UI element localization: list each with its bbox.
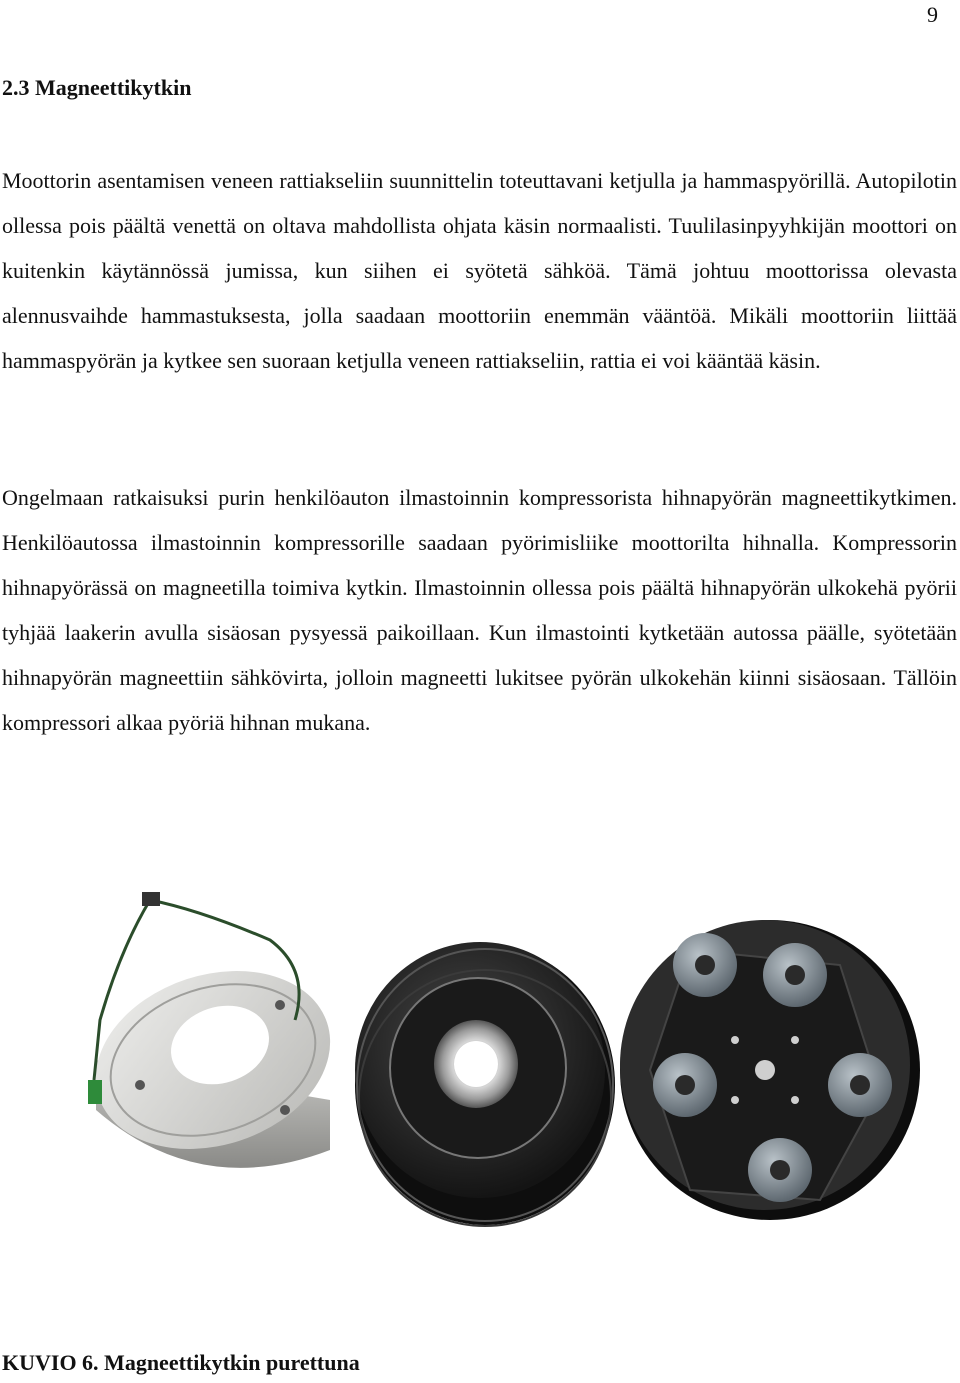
- figure-caption: KUVIO 6. Magneettikytkin purettuna: [2, 1350, 360, 1375]
- paragraph-motor-mounting: Moottorin asentamisen veneen rattiakseliin suunnittelin toteuttavani ketjulla ja hammaspyörillä. Autopilotin ollessa pois päältä venettä on oltava mahdollista ohjata käsin normaalisti. Tuulilasinpyyhkijän moottori on kuitenkin käytännössä jumissa, kun siihen ei syötetä sähköä. Tämä johtuu moottorissa olevasta alennusvaihde hammastuksesta, jolla saadaan moottoriin enemmän vääntöä. Mikäli moottoriin liittää hammaspyörän ja kytkee sen suoraan ketjulla veneen rattiakseliin, rattia ei voi kääntää käsin.: [2, 168, 957, 373]
- clutch-photo: [80, 870, 920, 1240]
- section-heading: 2.3 Magneettikytkin: [2, 75, 192, 100]
- paragraph-clutch-solution: Ongelmaan ratkaisuksi purin henkilöauton ilmastoinnin kompressorista hihnapyörän magneettikytkimen. Henkilöautossa ilmastoinnin kompressorille saadaan pyörimisliike moottorilta hihnalla. Kompressorin hihnapyörässä on magneetilla toimiva kytkin. Ilmastoinnin ollessa pois päältä hihnapyörän ulkokehä pyörii tyhjää laakerin avulla sisäosan pysyessä paikoillaan. Kun ilmastointi kytketään autossa päälle, syötetään hihnapyörän magneettiin sähkövirta, jolloin magneetti lukitsee pyörän ulkokehän kiinni sisäosaan. Tällöin kompressori alkaa pyöriä hihnan mukana.: [2, 485, 957, 735]
- clutch-plate-icon: [620, 920, 920, 1220]
- page-number: 9: [927, 2, 938, 27]
- belt-pulley-icon: [355, 942, 615, 1226]
- magnetic-clutch-coil-icon: [80, 892, 353, 1178]
